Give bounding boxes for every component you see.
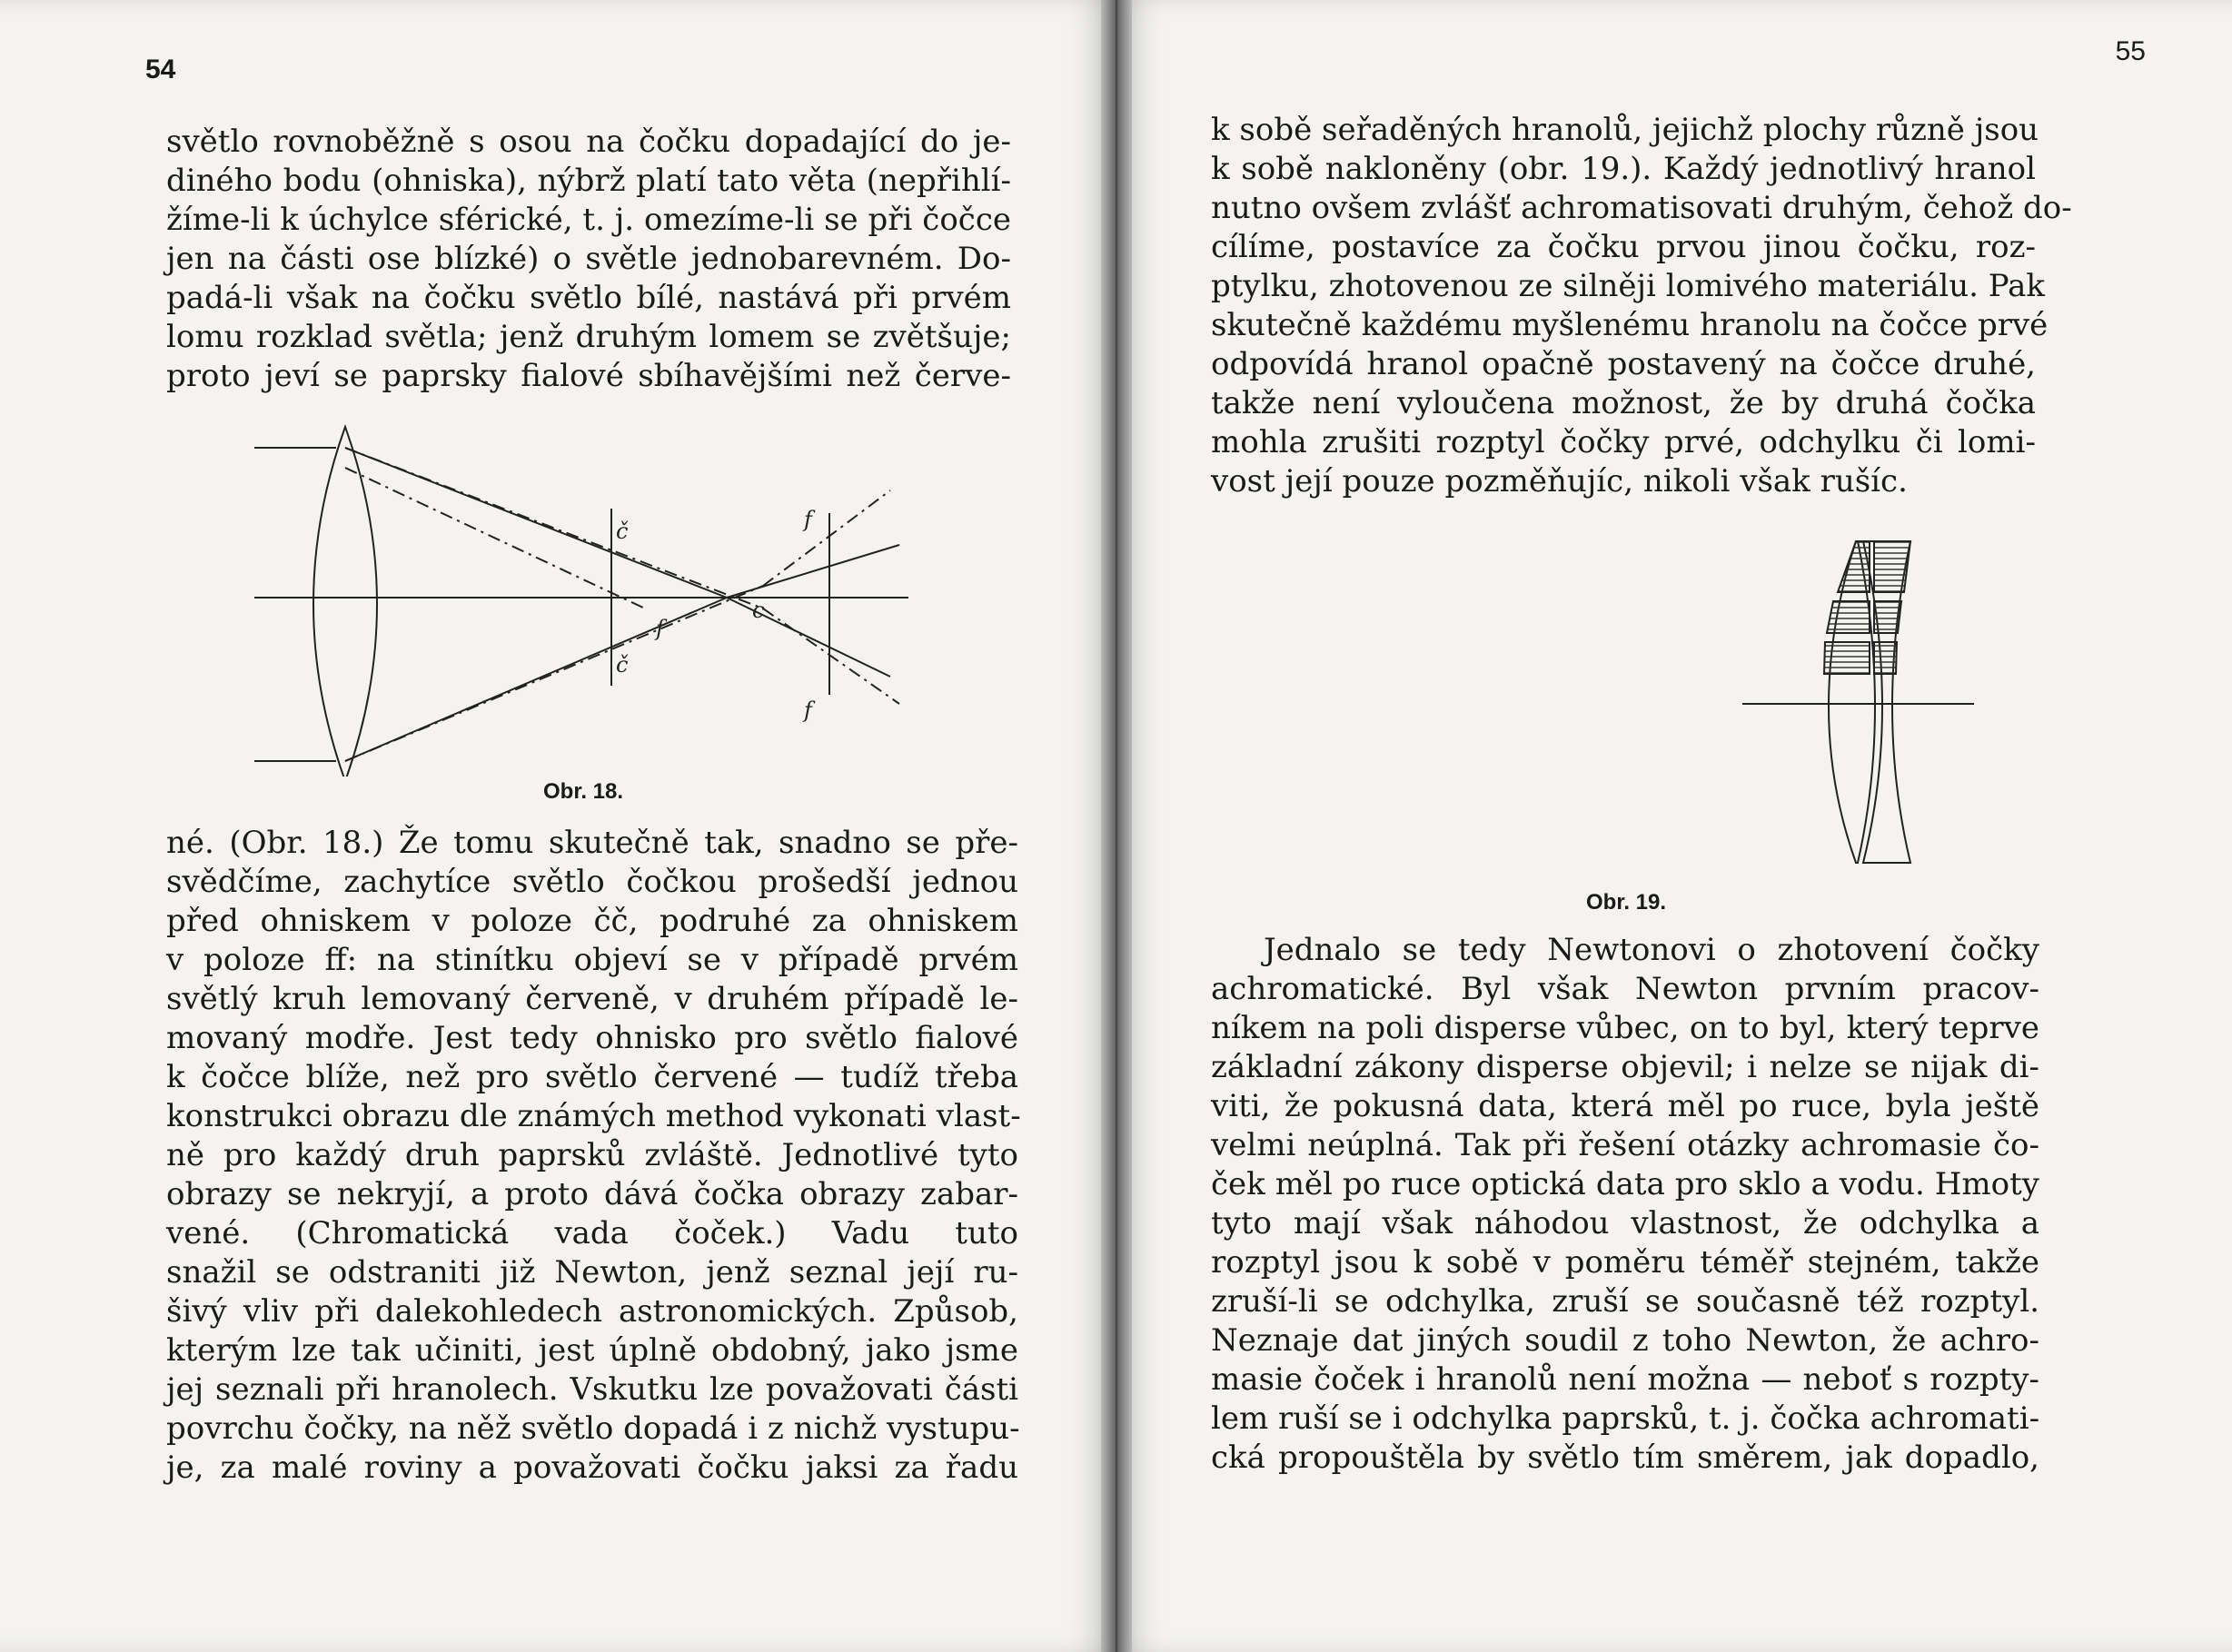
text-line: odpovídá hranol opačně postavený na čočce druhé, (1211, 346, 2036, 382)
ray-dashed-4 (763, 490, 890, 586)
text-line: níkem na poli disperse vůbec, on to byl, který teprve (1211, 1010, 2039, 1046)
paragraph-bottom (1211, 931, 2039, 1478)
prism-section-1 (1838, 541, 1870, 592)
text-line: rozptyl jsou k sobě v poměru téměř stejném, takže (1211, 1244, 2039, 1281)
convex-lens (313, 427, 377, 777)
text-line: k sobě seřaděných hranolů, jejichž plochy různě jsou (1211, 112, 2039, 148)
right-page (1116, 0, 2232, 1652)
text-line: žíme-li k úchylce sférické, t. j. omezíme-li se při čočce (166, 202, 1011, 238)
text-line: snažil se odstraniti již Newton, jenž seznal její ru- (166, 1254, 1018, 1291)
figure-18-lens-diagram (254, 413, 908, 777)
ray-dashed-3 (763, 608, 899, 704)
text-line: před ohniskem v poloze čč, podruhé za ohniskem (166, 903, 1018, 939)
text-line: Jednalo se tedy Newtonovi o zhotovení čočky (1264, 932, 2039, 968)
label-f-top: f (804, 507, 812, 532)
text-line: velmi neúplná. Tak při řešení otázky achromasie čo- (1211, 1127, 2039, 1163)
prism-section-3 (1827, 601, 1870, 633)
text-line: cílíme, postavíce za čočku prvou jinou čočku, roz- (1211, 229, 2036, 265)
text-line: vené. (Chromatická vada čoček.) Vadu tuto (166, 1215, 1018, 1251)
prism-section-6 (1874, 642, 1897, 674)
figure-caption: Obr. 18. (543, 779, 624, 804)
text-line: lem ruší se i odchylka paprsků, t. j. čočka achromati- (1211, 1400, 2040, 1437)
ray-solid-4 (727, 598, 890, 677)
text-line: svědčíme, zachytíce světlo čočkou prošedší jednou (166, 864, 1018, 900)
text-line: světlý kruh lemovaný červeně, v druhém případě le- (166, 981, 1018, 1017)
text-line: k čočce blíže, než pro světlo červené — tudíž třeba (166, 1059, 1018, 1095)
text-line: v poloze ff: na stinítku objeví se v případě prvém (166, 942, 1018, 978)
text-line: ně pro každý druh paprsků zvláště. Jednotlivé tyto (166, 1137, 1018, 1173)
text-line: nutno ovšem zvlášť achromatisovati druhým, čehož do- (1211, 190, 2072, 226)
page-number: 55 (2115, 36, 2146, 66)
text-line: světlo rovnoběžně s osou na čočku dopadající do je- (166, 124, 1011, 160)
label-f-center: f (656, 616, 664, 641)
figure-19-achromat-diagram (1529, 529, 2001, 874)
text-line: ček měl po ruce optická data pro sklo a vodu. Hmoty (1211, 1166, 2039, 1202)
figure-caption: Obr. 19. (1586, 890, 1667, 915)
text-line: konstrukci obrazu dle známých method vykonati vlast- (166, 1098, 1021, 1134)
text-line: viti, že pokusná data, která měl po ruce, byla ještě (1211, 1088, 2039, 1124)
label-c-top: č (616, 519, 629, 544)
text-line: je, za malé roviny a považovati čočku jaksi za řadu (166, 1449, 1018, 1486)
text-line: zruší-li se odchylka, zruší se současně též rozptyl. (1211, 1283, 2039, 1320)
prism-section-5 (1824, 642, 1870, 674)
text-line: základní zákony disperse objevil; i nelze se nijak di- (1211, 1049, 2039, 1085)
text-line: tyto mají však náhodou vlastnost, že odchylka a (1211, 1205, 2039, 1241)
text-line: achromatické. Byl však Newton prvním pracov- (1211, 971, 2039, 1007)
text-line: jej seznali při hranolech. Vskutku lze považovati části (166, 1371, 1018, 1408)
text-line: k sobě nakloněny (obr. 19.). Každý jednotlivý hranol (1211, 151, 2036, 187)
paragraph-bottom (166, 824, 1021, 1488)
text-line: cká propouštěla by světlo tím směrem, jak dopadlo, (1211, 1439, 2039, 1476)
ray-dashed-5 (345, 468, 645, 608)
prism-section-4 (1874, 601, 1901, 633)
label-f-bottom: f (804, 697, 812, 723)
page-number: 54 (145, 54, 176, 84)
text-line: mohla zrušiti rozptyl čočky prvé, odchylku či lomi- (1211, 424, 2036, 460)
label-c-bottom: č (616, 652, 629, 678)
paragraph-top (166, 123, 1011, 396)
text-line: jen na části ose blízké) o světle jednobarevném. Do- (166, 241, 1011, 277)
text-line: lomu rozklad světla; jenž druhým lomem se zvětšuje; (166, 319, 1011, 355)
text-line: padá-li však na čočku světlo bílé, nastává při prvém (166, 280, 1011, 316)
text-line: diného bodu (ohniska), nýbrž platí tato věta (nepřihlí- (166, 163, 1011, 199)
text-line: movaný modře. Jest tedy ohnisko pro světlo fialové (166, 1020, 1018, 1056)
text-line: vost její pouze pozměňujíc, nikoli však rušíc. (1211, 463, 1908, 500)
text-line: obrazy se nekryjí, a proto dává čočka obrazy zabar- (166, 1176, 1018, 1212)
text-line: takže není vyloučena možnost, že by druhá čočka (1211, 385, 2036, 421)
text-line: proto jeví se paprsky fialové sbíhavějšími než červe- (166, 358, 1011, 394)
text-line: kterým lze tak učiniti, jest úplně obdobný, jako jsme (166, 1332, 1018, 1369)
prism-section-2 (1874, 541, 1910, 592)
label-c-focus: c (752, 598, 765, 623)
book-gutter (1101, 0, 1132, 1652)
text-line: ptylku, zhotovenou ze silněji lomivého materiálu. Pak (1211, 268, 2045, 304)
text-line: masie čoček i hranolů není možna — neboť s rozpty- (1211, 1361, 2039, 1398)
text-line: né. (Obr. 18.) Že tomu skutečně tak, snadno se pře- (166, 825, 1018, 861)
text-line: Neznaje dat jiných soudil z toho Newton, že achro- (1211, 1322, 2039, 1359)
text-line: skutečně každému myšlenému hranolu na čočce prvé (1211, 307, 2048, 343)
text-line: povrchu čočky, na něž světlo dopadá i z nichž vystupu- (166, 1410, 1020, 1447)
text-line: šivý vliv při dalekohledech astronomických. Způsob, (166, 1293, 1018, 1330)
paragraph-top (1211, 111, 2072, 501)
